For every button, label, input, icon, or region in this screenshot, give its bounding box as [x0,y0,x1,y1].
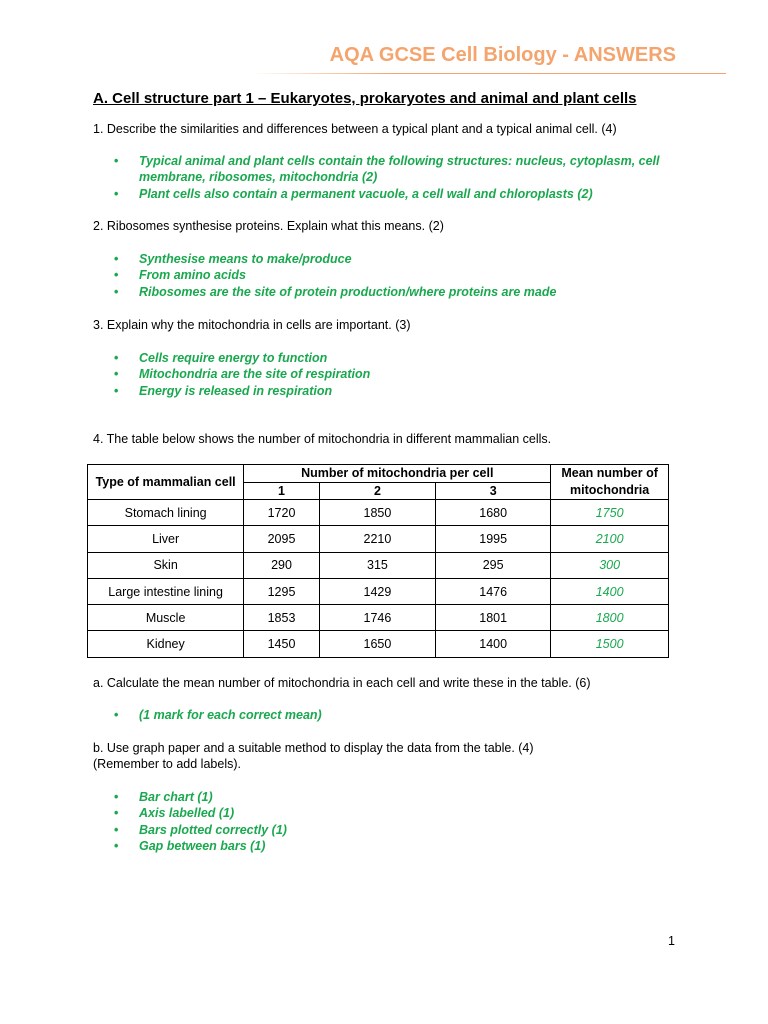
cell-mean: 1800 [551,605,669,631]
answer-item: • From amino acids [114,267,674,283]
cell-value: 1801 [436,605,551,631]
answer-item: • Synthesise means to make/produce [114,251,674,267]
question-4a: a. Calculate the mean number of mitochondria in each cell and write these in the table. (6) [93,676,591,690]
answer-item: • Ribosomes are the site of protein production/where proteins are made [114,284,674,300]
answer-item: • (1 mark for each correct mean) [114,707,674,723]
cell-value: 1400 [436,631,551,657]
header-mean: Mean number of mitochondria [551,465,669,500]
cell-mean: 2100 [551,526,669,552]
cell-type: Large intestine lining [88,578,244,604]
cell-type: Kidney [88,631,244,657]
answer-item: • Gap between bars (1) [114,838,674,854]
cell-mean: 1500 [551,631,669,657]
page-number: 1 [668,934,675,948]
answers-3 [114,350,674,399]
cell-value: 295 [436,552,551,578]
answer-item: • Energy is released in respiration [114,383,674,399]
question-4b-note: (Remember to add labels). [93,757,241,771]
section-title: A. Cell structure part 1 – Eukaryotes, prokaryotes and animal and plant cells [93,90,637,107]
cell-value: 1995 [436,526,551,552]
table-row [88,605,669,631]
cell-mean: 300 [551,552,669,578]
header-trial: 2 [319,482,435,500]
answers-1 [114,153,674,202]
cell-value: 1650 [319,631,435,657]
cell-value: 1850 [319,500,435,526]
answers-2 [114,251,674,300]
header-type: Type of mammalian cell [88,465,244,500]
table-row [88,552,669,578]
cell-value: 1429 [319,578,435,604]
cell-type: Stomach lining [88,500,244,526]
table-row [88,578,669,604]
cell-value: 1450 [244,631,320,657]
table-row [88,526,669,552]
cell-value: 1853 [244,605,320,631]
answers-4b [114,789,674,855]
table-row [88,500,669,526]
answer-item: • Bars plotted correctly (1) [114,822,674,838]
cell-value: 1680 [436,500,551,526]
cell-mean: 1750 [551,500,669,526]
question-1: 1. Describe the similarities and differences between a typical plant and a typical animal cell. (4) [93,122,617,136]
header-rule [250,73,726,74]
answer-item: • Typical animal and plant cells contain the following structures: nucleus, cytoplasm, cell membrane, ribosomes, mitochondria (2) [114,153,674,186]
cell-value: 1746 [319,605,435,631]
cell-value: 2210 [319,526,435,552]
cell-mean: 1400 [551,578,669,604]
question-4b: b. Use graph paper and a suitable method to display the data from the table. (4) [93,741,534,755]
header-group: Number of mitochondria per cell [244,465,551,483]
answer-item: • Plant cells also contain a permanent vacuole, a cell wall and chloroplasts (2) [114,186,674,202]
cell-value: 290 [244,552,320,578]
question-2: 2. Ribosomes synthesise proteins. Explain what this means. (2) [93,219,444,233]
cell-type: Muscle [88,605,244,631]
cell-value: 1720 [244,500,320,526]
mitochondria-table [87,464,669,658]
header-trial: 1 [244,482,320,500]
cell-type: Liver [88,526,244,552]
question-3: 3. Explain why the mitochondria in cells are important. (3) [93,318,411,332]
answer-item: • Mitochondria are the site of respiration [114,366,674,382]
cell-type: Skin [88,552,244,578]
answers-4a [114,707,674,723]
answer-item: • Bar chart (1) [114,789,674,805]
question-4: 4. The table below shows the number of mitochondria in different mammalian cells. [93,432,552,446]
document-title: AQA GCSE Cell Biology - ANSWERS [329,44,676,66]
header-trial: 3 [436,482,551,500]
cell-value: 315 [319,552,435,578]
answer-item: • Cells require energy to function [114,350,674,366]
answer-item: • Axis labelled (1) [114,805,674,821]
cell-value: 2095 [244,526,320,552]
table-row [88,631,669,657]
cell-value: 1295 [244,578,320,604]
cell-value: 1476 [436,578,551,604]
